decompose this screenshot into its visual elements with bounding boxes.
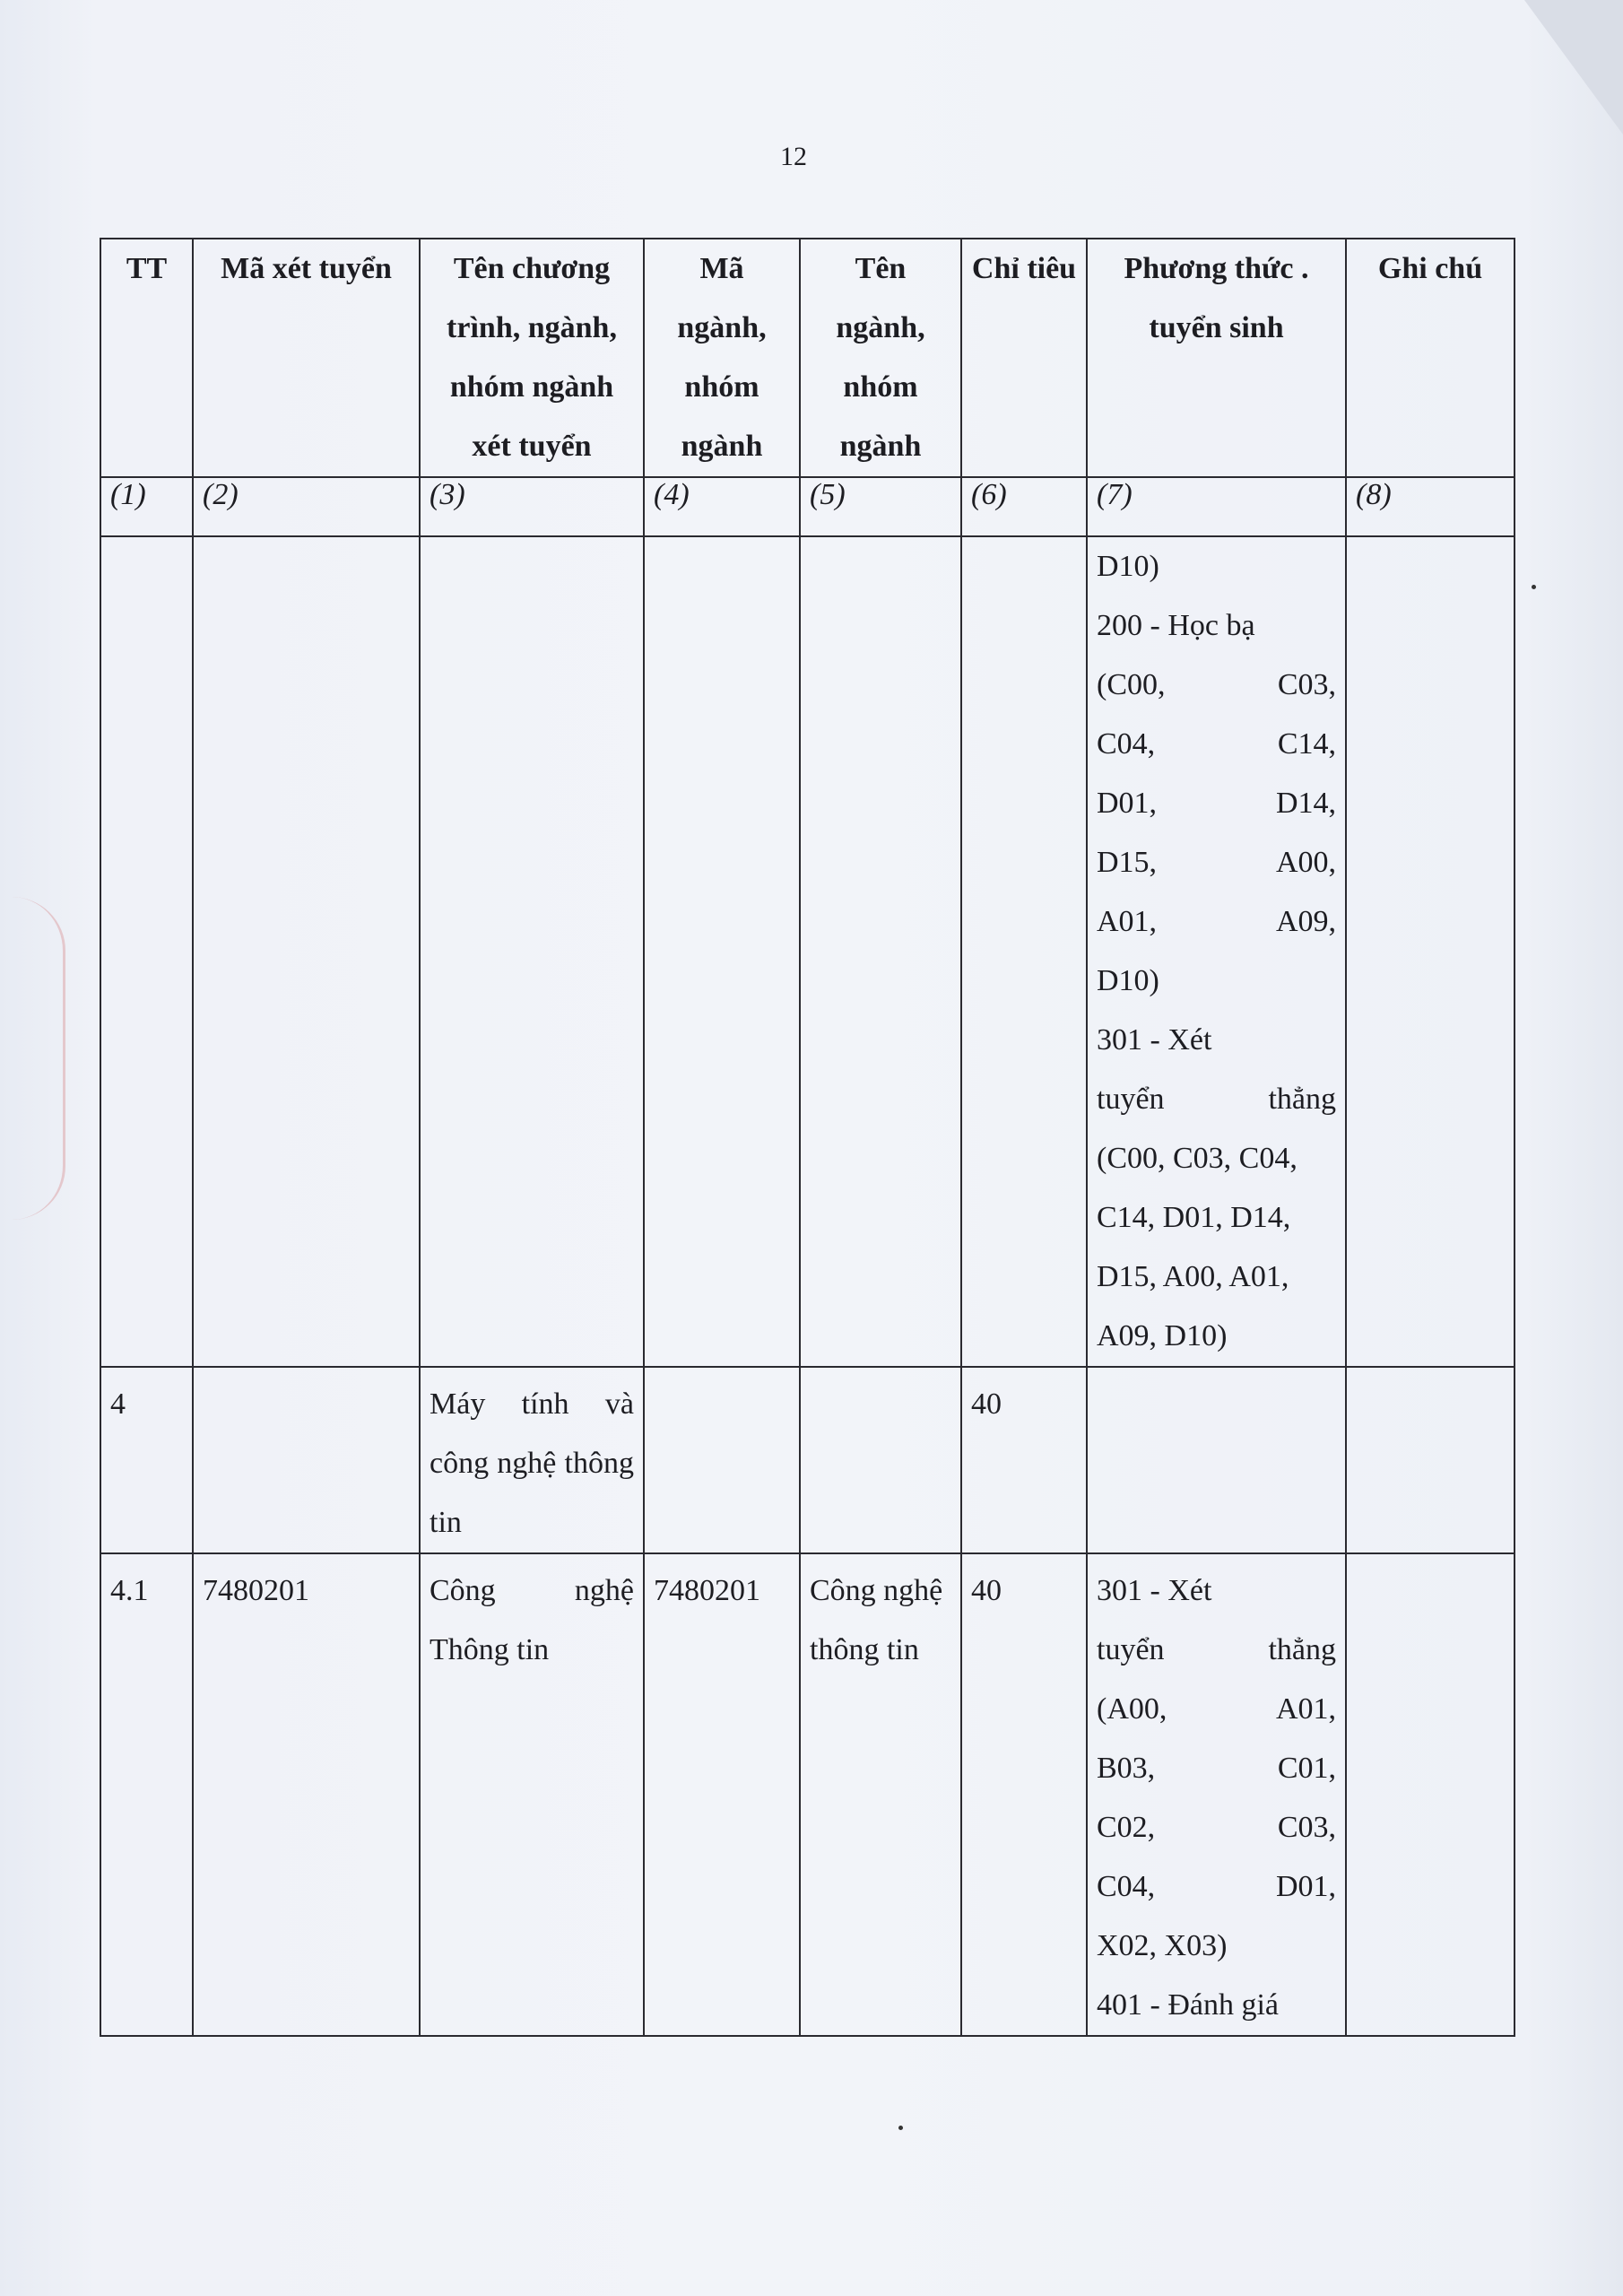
method-line: A01, A09, — [1097, 905, 1336, 938]
cell-ten-chuong-trinh — [420, 1553, 644, 2036]
quota-value: 40 — [971, 1574, 1002, 1607]
cell-ten-nganh — [800, 536, 961, 1367]
major-code: 7480201 — [654, 1574, 760, 1607]
major-name: Công nghệ thông tin — [810, 1574, 943, 1666]
program-name: Công nghệ Thông tin — [430, 1574, 634, 1666]
column-number: (8) — [1346, 477, 1515, 536]
method-lines — [1097, 1554, 1336, 2035]
cell-ten-chuong-trinh — [420, 1367, 644, 1553]
method-line: 301 - Xét — [1097, 1574, 1212, 1607]
column-number: (5) — [800, 477, 961, 536]
method-line: X02, X03) — [1097, 1929, 1228, 1962]
column-number: (2) — [193, 477, 420, 536]
header-ma-nganh: Mã ngành, nhóm ngành — [644, 239, 800, 477]
table-row — [100, 1553, 1515, 2036]
admission-code: 7480201 — [203, 1574, 309, 1607]
cell-tt — [100, 536, 193, 1367]
method-line: (C00, C03, C04, — [1097, 1142, 1298, 1175]
page-corner-fold — [1524, 0, 1623, 135]
cell-ghi-chu — [1346, 536, 1515, 1367]
cell-chi-tieu — [961, 1553, 1087, 2036]
method-line: D10) — [1097, 550, 1159, 583]
method-line: C04, C14, — [1097, 727, 1336, 761]
header-ma-xet-tuyen: Mã xét tuyển — [193, 239, 420, 477]
scan-speck — [898, 2126, 903, 2130]
column-number-row — [100, 477, 1515, 536]
column-number: (1) — [100, 477, 193, 536]
column-number: (4) — [644, 477, 800, 536]
method-line: C14, D01, D14, — [1097, 1201, 1291, 1234]
cell-ten-nganh — [800, 1367, 961, 1553]
method-line: tuyển thẳng — [1097, 1633, 1336, 1666]
cell-ma-nganh — [644, 1367, 800, 1553]
admissions-table — [100, 238, 1515, 2037]
cell-ma-xet-tuyen — [193, 536, 420, 1367]
method-line: (A00, A01, — [1097, 1692, 1336, 1726]
cell-ten-nganh — [800, 1553, 961, 2036]
cell-phuong-thuc — [1087, 1367, 1346, 1553]
header-ten-nganh: Tên ngành, nhóm ngành — [800, 239, 961, 477]
method-line: D15, A00, — [1097, 846, 1336, 879]
cell-ma-xet-tuyen — [193, 1553, 420, 2036]
header-tt: TT — [100, 239, 193, 477]
header-phuong-thuc: Phương thức . tuyển sinh — [1087, 239, 1346, 477]
method-line: D10) — [1097, 964, 1159, 997]
header-ghi-chu: Ghi chú — [1346, 239, 1515, 477]
header-ten-chuong-trinh: Tên chương trình, ngành, nhóm ngành xét tuyển — [420, 239, 644, 477]
cell-phuong-thuc — [1087, 1553, 1346, 2036]
method-line: (C00, C03, — [1097, 668, 1336, 701]
method-line: D01, D14, — [1097, 787, 1336, 820]
column-number: (7) — [1087, 477, 1346, 536]
red-stamp-fragment — [0, 897, 65, 1220]
method-line: 401 - Đánh giá — [1097, 1988, 1280, 2022]
cell-tt — [100, 1367, 193, 1553]
method-line: tuyển thẳng — [1097, 1083, 1336, 1116]
scan-speck — [1532, 585, 1536, 589]
cell-ten-chuong-trinh — [420, 536, 644, 1367]
column-number: (3) — [420, 477, 644, 536]
page-number: 12 — [780, 142, 807, 171]
method-line: B03, C01, — [1097, 1752, 1336, 1785]
method-lines — [1097, 537, 1336, 1366]
cell-chi-tieu — [961, 536, 1087, 1367]
cell-ma-nganh — [644, 1553, 800, 2036]
cell-chi-tieu — [961, 1367, 1087, 1553]
method-line: A09, D10) — [1097, 1319, 1228, 1352]
table-row — [100, 536, 1515, 1367]
cell-ghi-chu — [1346, 1367, 1515, 1553]
tt-value: 4.1 — [110, 1574, 149, 1607]
cell-tt — [100, 1553, 193, 2036]
method-line: 301 - Xét — [1097, 1023, 1212, 1057]
quota-value: 40 — [971, 1387, 1002, 1421]
cell-ma-xet-tuyen — [193, 1367, 420, 1553]
cell-ghi-chu — [1346, 1553, 1515, 2036]
method-line: D15, A00, A01, — [1097, 1260, 1289, 1293]
cell-phuong-thuc — [1087, 536, 1346, 1367]
method-line: C04, D01, — [1097, 1870, 1336, 1903]
table-row — [100, 1367, 1515, 1553]
table-header-row — [100, 239, 1515, 477]
cell-ma-nganh — [644, 536, 800, 1367]
column-number: (6) — [961, 477, 1087, 536]
program-name: Máy tính và công nghệ thông tin — [430, 1387, 634, 1539]
tt-value: 4 — [110, 1387, 126, 1421]
header-chi-tieu: Chỉ tiêu — [961, 239, 1087, 477]
method-line: C02, C03, — [1097, 1811, 1336, 1844]
method-line: 200 - Học bạ — [1097, 609, 1255, 642]
